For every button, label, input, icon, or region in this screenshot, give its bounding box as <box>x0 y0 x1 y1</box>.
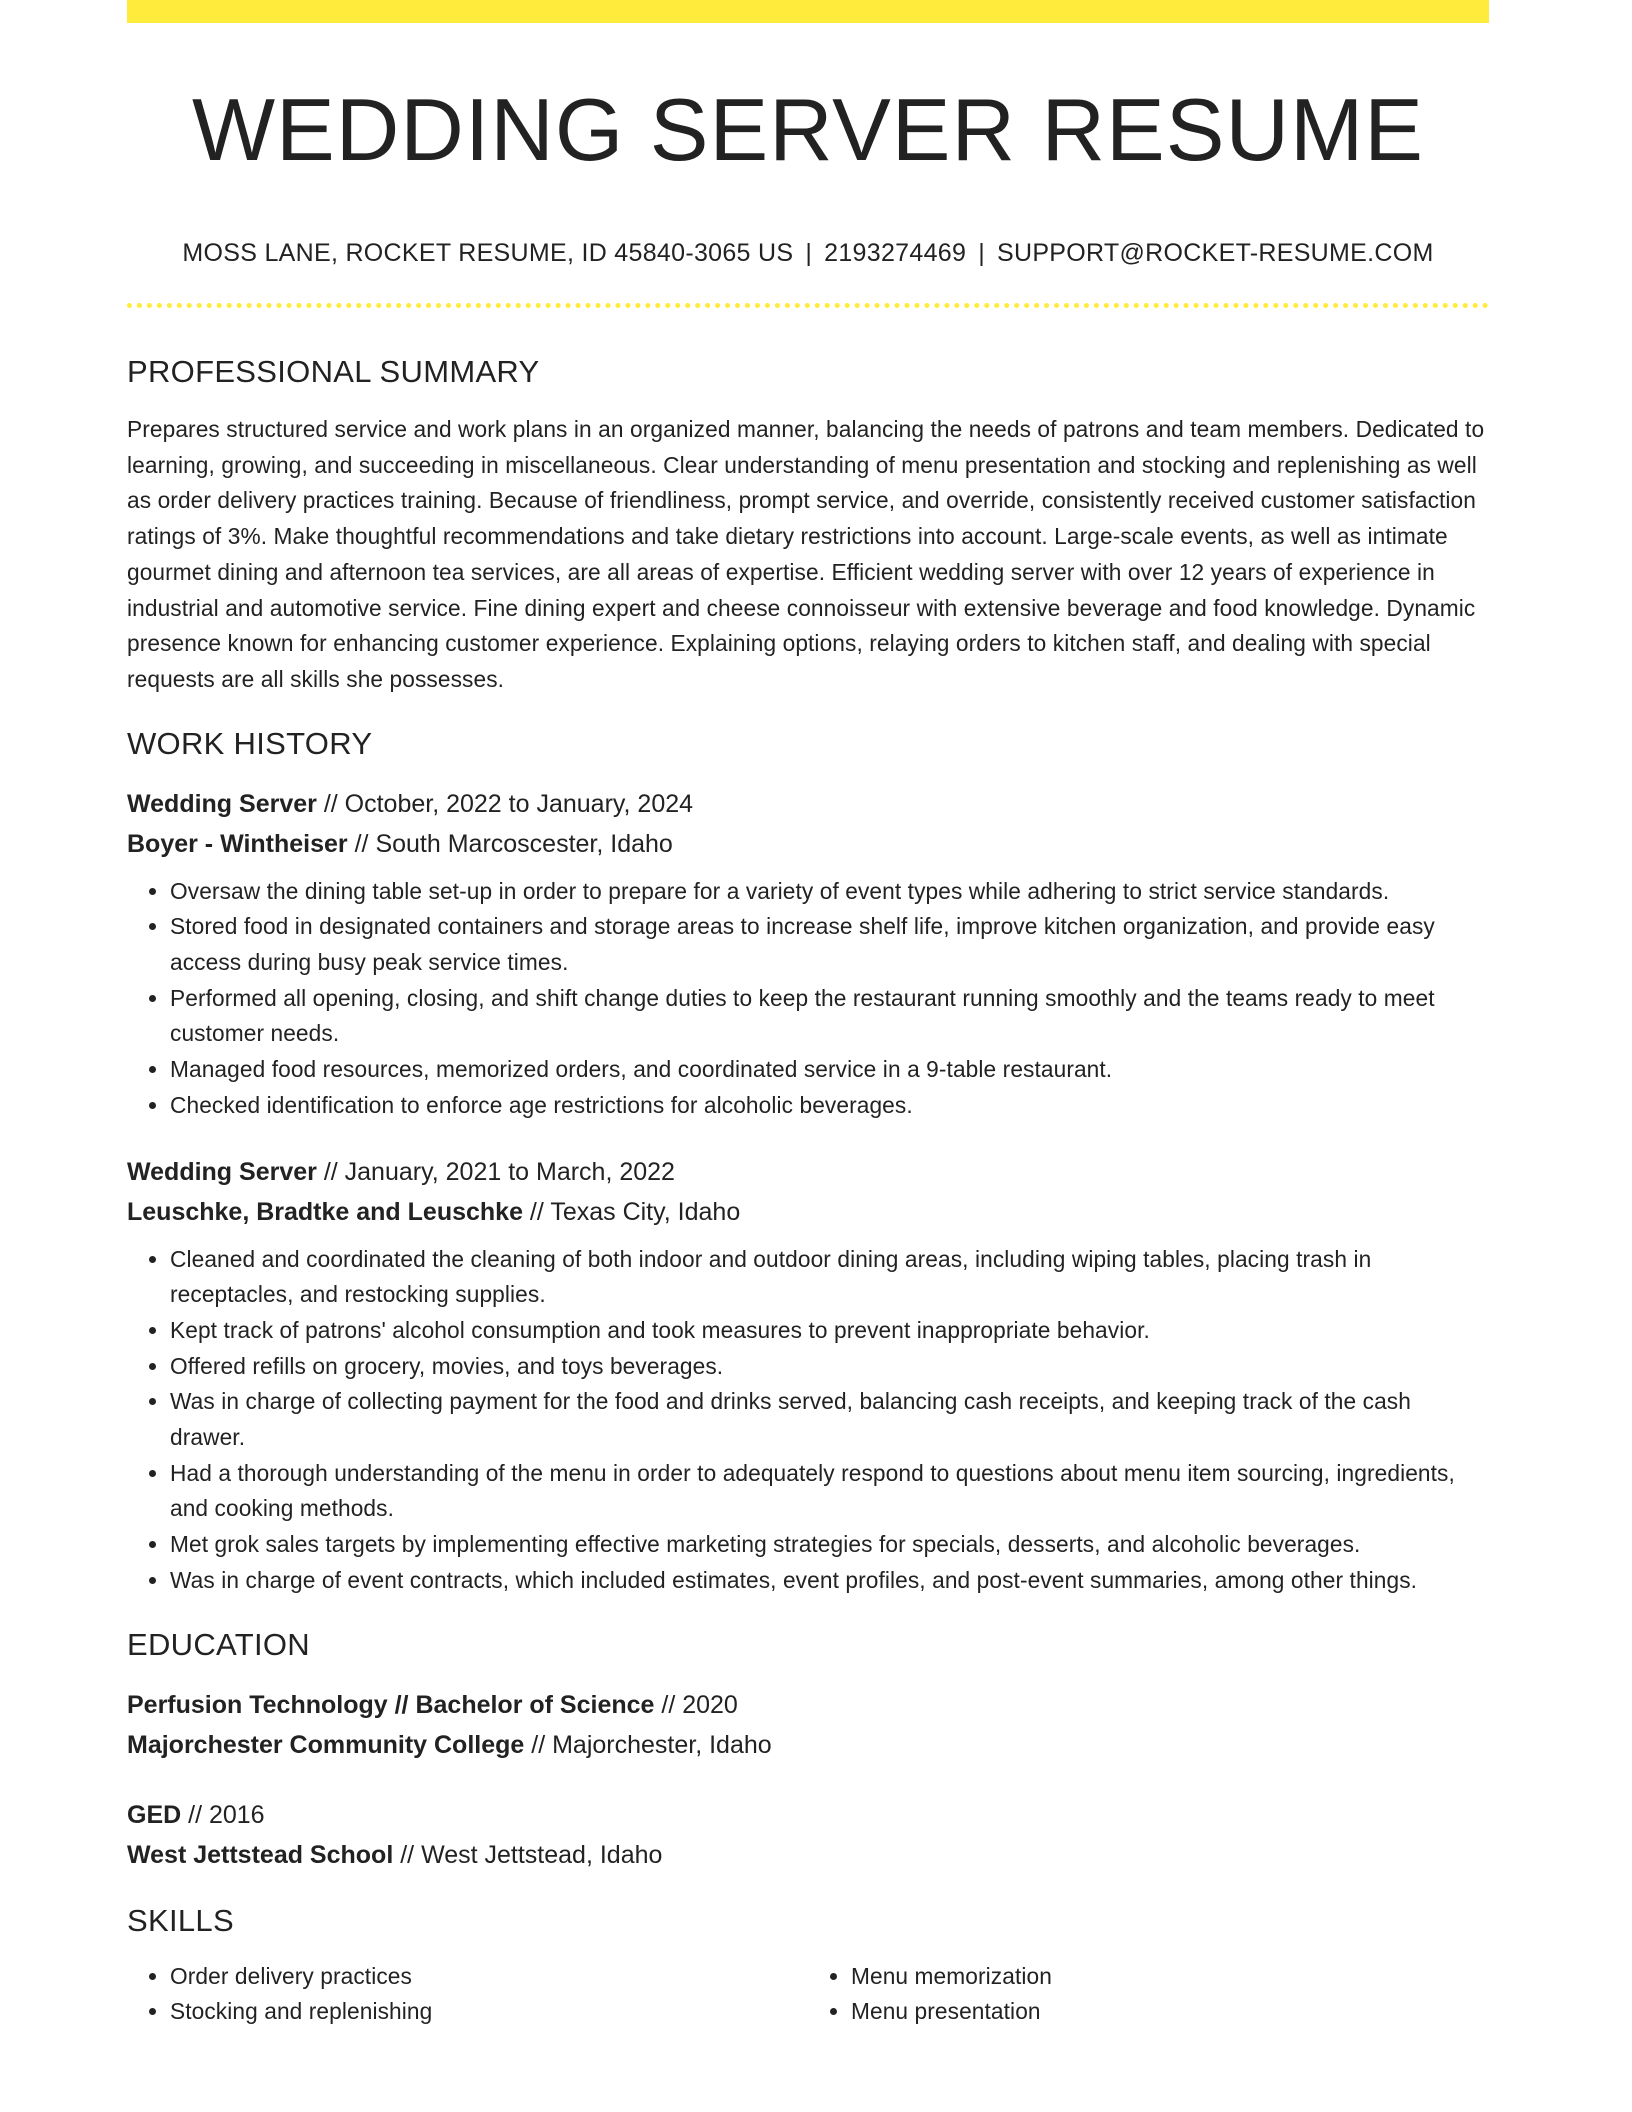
job-bullet: • Cleaned and coordinated the cleaning of both indoor and outdoor dining areas, including wiping tables, placing trash in receptacles, and restocking supplies. <box>170 1242 1489 1313</box>
resume-body <box>127 352 1489 2030</box>
contact-separator: | <box>805 239 813 267</box>
job-company-line <box>127 824 1489 864</box>
job-bullet: • Was in charge of collecting payment for the food and drinks served, balancing cash receipts, and keeping track of the cash drawer. <box>170 1384 1489 1455</box>
job-bullet: • Checked identification to enforce age restrictions for alcoholic beverages. <box>170 1088 1489 1124</box>
education-entry <box>127 1795 1489 1875</box>
education-school-line <box>127 1835 1489 1875</box>
education-degree: Perfusion Technology // Bachelor of Science <box>127 1690 655 1719</box>
job-bullets <box>127 1242 1489 1599</box>
education-year: // 2020 <box>654 1690 738 1719</box>
skills-list-left <box>127 1959 808 2030</box>
education-degree-line <box>127 1795 1489 1835</box>
education-degree-line <box>127 1685 1489 1725</box>
education-school: West Jettstead School <box>127 1840 394 1869</box>
education-year: // 2016 <box>181 1800 265 1829</box>
education-location: // West Jettstead, Idaho <box>393 1840 663 1869</box>
job-bullet: • Offered refills on grocery, movies, and toys beverages. <box>170 1349 1489 1385</box>
job-bullet: • Performed all opening, closing, and shift change duties to keep the restaurant running smoothly and the teams ready to meet customer needs. <box>170 981 1489 1052</box>
work-history-heading: WORK HISTORY <box>127 725 373 761</box>
job-bullet: • Had a thorough understanding of the menu in order to adequately respond to questions about menu item sourcing, ingredients, and cooking methods. <box>170 1456 1489 1527</box>
job-title: Wedding Server <box>127 789 317 818</box>
contact-separator: | <box>978 239 985 267</box>
skills-list-right <box>808 1959 1489 2030</box>
job-location: // South Marcoscester, Idaho <box>347 829 673 858</box>
job-company-line <box>127 1192 1489 1232</box>
job-entry <box>127 784 1489 1124</box>
job-company: Boyer - Wintheiser <box>127 829 348 858</box>
contact-address: MOSS LANE, ROCKET RESUME, ID 45840-3065 US <box>182 239 794 267</box>
resume-title: WEDDING SERVER RESUME <box>192 80 1424 179</box>
job-company: Leuschke, Bradtke and Leuschke <box>127 1197 523 1226</box>
job-dates: // January, 2021 to March, 2022 <box>316 1157 675 1186</box>
job-bullet: • Managed food resources, memorized orders, and coordinated service in a 9-table restaurant. <box>170 1052 1489 1088</box>
skills-heading: SKILLS <box>127 1902 234 1938</box>
job-bullet: • Met grok sales targets by implementing effective marketing strategies for specials, desserts, and alcoholic beverages. <box>170 1527 1489 1563</box>
job-bullet: • Oversaw the dining table set-up in order to prepare for a variety of event types while adhering to strict service standards. <box>170 874 1489 910</box>
contact-phone: 2193274469 <box>824 239 967 267</box>
summary-heading: PROFESSIONAL SUMMARY <box>127 354 540 389</box>
contact-email: SUPPORT@ROCKET-RESUME.COM <box>996 239 1434 267</box>
skill-item: • Menu memorization <box>851 1959 1489 1995</box>
skills-columns <box>127 1959 1489 2030</box>
contact-line <box>127 237 1489 269</box>
education-school: Majorchester Community College <box>127 1730 525 1759</box>
education-degree: GED <box>127 1800 182 1829</box>
education-location: // Majorchester, Idaho <box>524 1730 772 1759</box>
top-accent-bar <box>127 0 1489 23</box>
job-title-line <box>127 1152 1489 1192</box>
job-bullet: • Kept track of patrons' alcohol consumption and took measures to prevent inappropriate behavior. <box>170 1313 1489 1349</box>
skill-item: • Order delivery practices <box>170 1959 808 1995</box>
job-bullet: • Was in charge of event contracts, which included estimates, event profiles, and post-event summaries, among other things. <box>170 1563 1489 1599</box>
job-bullet: • Stored food in designated containers and storage areas to increase shelf life, improve kitchen organization, and provide easy access during busy peak service times. <box>170 909 1489 980</box>
job-title: Wedding Server <box>127 1157 317 1186</box>
skill-item: • Stocking and replenishing <box>170 1994 808 2030</box>
job-bullets <box>127 874 1489 1124</box>
job-entry <box>127 1152 1489 1599</box>
dotted-divider <box>127 303 1489 308</box>
skill-item: • Menu presentation <box>851 1994 1489 2030</box>
summary-text: Prepares structured service and work plans in an organized manner, balancing the needs of patrons and team members. Dedicated to learning, growing, and succeeding in miscellaneous. Clear understanding of menu presentation and stocking and replenishing as well as order delivery practices training. Because of friendliness, prompt service, and override, consistently received customer satisfaction ratings of 3%. Make thoughtful recommendations and take dietary restrictions into account. Large-scale events, as well as intimate gourmet dining and afternoon tea services, are all areas of expertise. Efficient wedding server with over 12 years of experience in industrial and automotive service. Fine dining expert and cheese connoisseur with extensive beverage and food knowledge. Dynamic presence known for enhancing customer experience. Explaining options, relaying orders to kitchen staff, and dealing with special requests are all skills she possesses. <box>127 416 1485 692</box>
job-title-line <box>127 784 1489 824</box>
education-heading: EDUCATION <box>127 1626 310 1662</box>
job-dates: // October, 2022 to January, 2024 <box>316 789 694 818</box>
job-location: // Texas City, Idaho <box>522 1197 741 1226</box>
education-entry <box>127 1685 1489 1765</box>
education-school-line <box>127 1725 1489 1765</box>
